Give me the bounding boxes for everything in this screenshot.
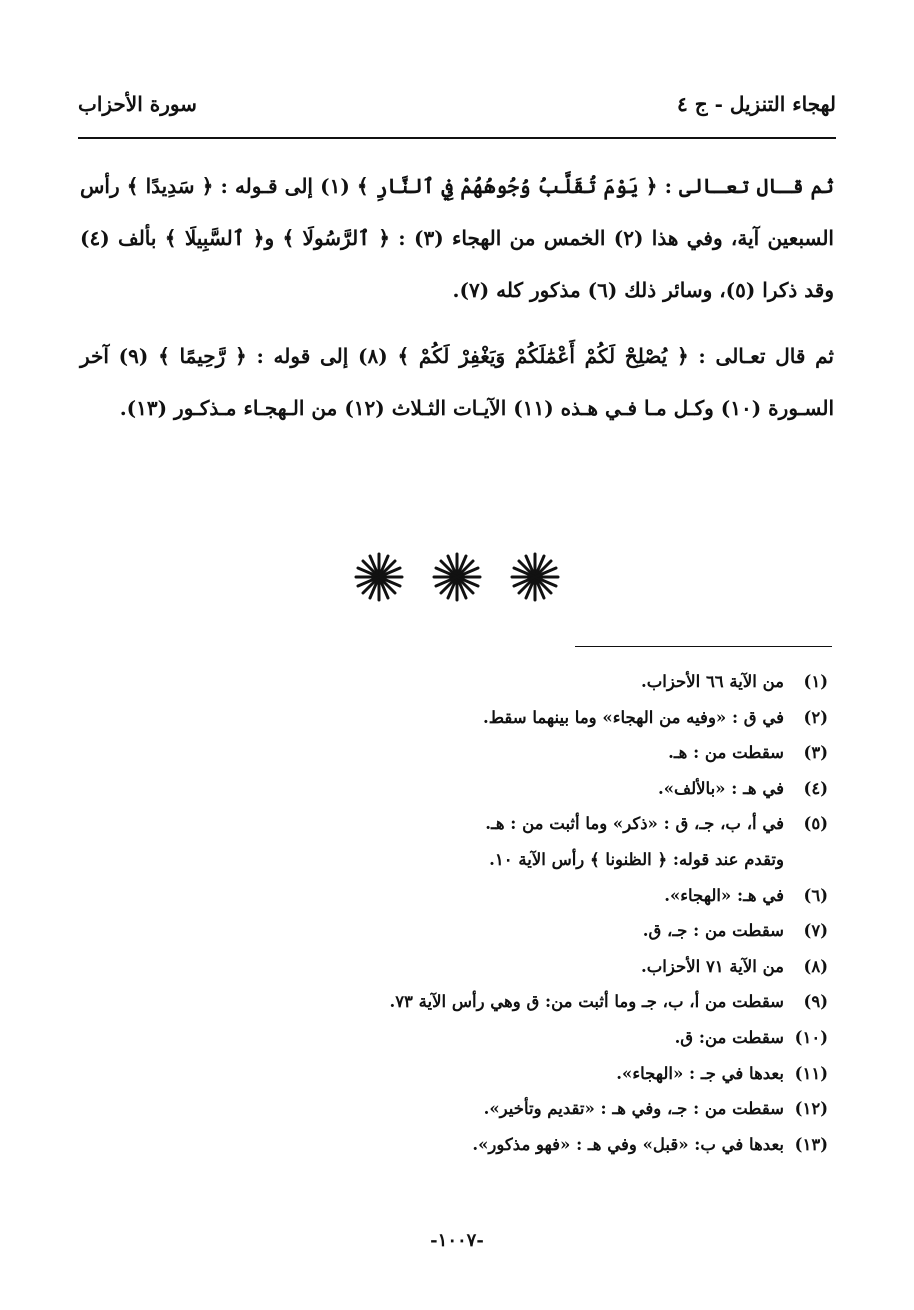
- footnote-number: (٣): [803, 743, 828, 763]
- footnote-number: (٦): [803, 885, 828, 905]
- footnote-number: (١١): [794, 1063, 828, 1083]
- footnote-number: (٢): [803, 707, 828, 727]
- footnote-text: في أ، ب، جـ، ق : «ذكر» وما أثبت من : هـ.: [485, 814, 784, 834]
- asterisk-star-icon: [354, 552, 404, 602]
- section-separator: [0, 552, 914, 606]
- footnote: [80, 1020, 828, 1056]
- paragraph-1: ثم قـال تعـالى : ﴿ يَوْمَ تُقَلَّبُ وُجُوهُهُمْ فِي ٱلنَّارِ ﴾ (١) إلى قـوله : ﴿ سَدِيدًا ﴾ رأس السبعين آية، وفي هذا (٢) الخمس من الهجاء (٣) : ﴿ ٱلرَّسُولَا ﴾ و﴿ ٱلسَّبِيلَا ﴾ بألف (٤) وقد ذكرا (٥)، وسائر ذلك (٦) مذكور كله (٧).: [80, 174, 835, 302]
- footnote-text: في ق : «وفيه من الهجاء» وما بينهما سقط.: [483, 707, 784, 727]
- footnote: [80, 1127, 828, 1163]
- footnote: [80, 806, 828, 842]
- footnote-text: سقطت من: ق.: [674, 1027, 784, 1047]
- footnote: [80, 984, 828, 1020]
- header-divider: [78, 137, 836, 139]
- footnote-text: من الآية ٦٦ الأحزاب.: [641, 672, 784, 691]
- asterisk-star-icon: [510, 552, 560, 602]
- running-header: [78, 88, 836, 128]
- book-title: لهجاء التنزيل - ج ٤: [676, 92, 836, 116]
- paragraph-2: ثم قال تعـالى : ﴿ يُصْلِحْ لَكُمْ أَعْمَٰلَكُمْ وَيَغْفِرْ لَكُمْ ﴾ (٨) إلى قوله : ﴿ رَّحِيمًا ﴾ (٩) آخر السـورة (١٠) وكـل مـا فـي هـذه (١١) الآيـات الثـلاث (١٢) من الـهجـاء مـذكـور (١٣).: [80, 344, 835, 420]
- footnote: [80, 664, 828, 700]
- footnote: [80, 878, 828, 914]
- footnote: [80, 913, 828, 949]
- footnote-number: (٤): [803, 778, 828, 798]
- footnote: [80, 1056, 828, 1092]
- main-text: [80, 160, 834, 448]
- footnote-text: سقطت من : جـ، ق.: [642, 921, 784, 941]
- footnote: [80, 771, 828, 807]
- footnote-text: في هـ : «بالألف».: [657, 778, 784, 798]
- footnote-number: (٥): [803, 814, 828, 834]
- footnote: [80, 949, 828, 985]
- footnote-text: وتقدم عند قوله: ﴿ الظنونا ﴾ رأس الآية ١٠.: [489, 849, 784, 869]
- footnote-text: سقطت من : هـ.: [668, 743, 784, 763]
- footnote-number: (١٢): [794, 1099, 828, 1119]
- footnote-divider: [575, 646, 832, 647]
- surah-title: سورة الأحزاب: [78, 92, 197, 116]
- footnote-number: (١٠): [794, 1027, 828, 1047]
- page-number: -١٠٠٧-: [430, 1230, 484, 1251]
- footnote-number: (١): [803, 672, 828, 691]
- footnote-number: (٨): [803, 956, 828, 976]
- footnote: [80, 735, 828, 771]
- footnote-text: سقطت من أ، ب، جـ وما أثبت من: ق وهي رأس الآية ٧٣.: [389, 992, 784, 1012]
- footnote-text: سقطت من : جـ، وفي هـ : «تقديم وتأخير».: [483, 1099, 784, 1119]
- footnote-number: (١٣): [794, 1134, 828, 1154]
- asterisk-star-icon: [432, 552, 482, 602]
- footnote: [80, 700, 828, 736]
- footnote-text: بعدها في جـ : «الهجاء».: [616, 1063, 784, 1083]
- footnote-text: من الآية ٧١ الأحزاب.: [641, 956, 784, 976]
- footnote-continuation: [80, 842, 828, 878]
- footnote-number: (٩): [803, 992, 828, 1012]
- footnote: [80, 1091, 828, 1127]
- footnote-text: بعدها في ب: «قبل» وفي هـ : «فهو مذكور».: [472, 1134, 784, 1154]
- footnote-text: في هـ: «الهجاء».: [664, 885, 784, 905]
- footnotes-list: [80, 664, 828, 1162]
- footnote-number: (٧): [803, 921, 828, 941]
